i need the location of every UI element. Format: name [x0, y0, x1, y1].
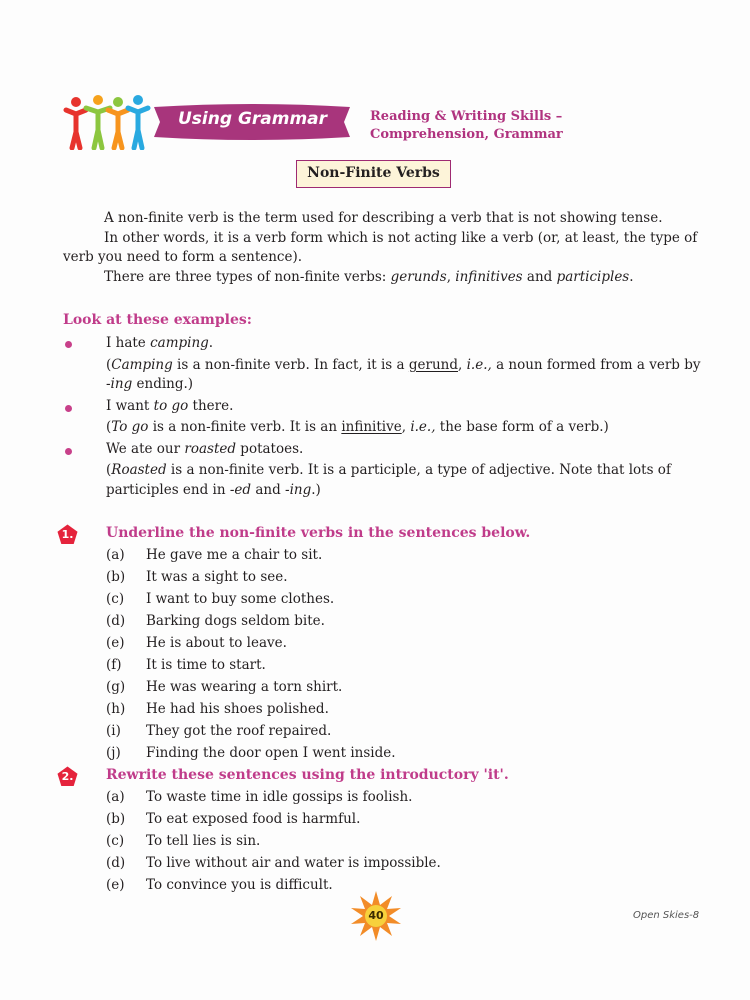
exercise-2-item: (e) To convince you is difficult.: [106, 877, 333, 893]
exercise-1-item: (e) He is about to leave.: [106, 635, 287, 651]
examples-heading: Look at these examples:: [63, 312, 252, 328]
example-2-note: (To go is a non-finite verb. It is an infinitive, i.e., the base form of a verb.): [106, 419, 609, 435]
bullet-icon: [65, 405, 72, 412]
intro-paragraph-2: In other words, it is a verb form which is not acting like a verb (or, at least, the type of: [104, 230, 698, 246]
banner-title: Using Grammar: [178, 109, 328, 129]
example-3-note-cont: participles end in -ed and -ing.): [106, 482, 321, 498]
exercise-1-item: (a) He gave me a chair to sit.: [106, 547, 323, 563]
exercise-2-item: (c) To tell lies is sin.: [106, 833, 261, 849]
exercise-1-item: (d) Barking dogs seldom bite.: [106, 613, 325, 629]
exercise-1-item: (j) Finding the door open I went inside.: [106, 745, 396, 761]
intro-paragraph-1: A non-finite verb is the term used for describing a verb that is not showing tense.: [104, 210, 663, 226]
exercise-2-badge: [57, 766, 78, 787]
example-2: I want to go there.: [106, 398, 234, 414]
example-1: I hate camping.: [106, 335, 214, 351]
skills-heading: [370, 108, 563, 144]
exercise-1-item: (g) He was wearing a torn shirt.: [106, 679, 343, 695]
bullet-icon: [65, 341, 72, 348]
example-1-note-cont: -ing ending.): [106, 376, 194, 392]
intro-paragraph-2-cont: verb you need to form a sentence).: [63, 249, 303, 265]
skills-line-1: Reading & Writing Skills –: [370, 109, 563, 124]
exercise-2-item: (a) To waste time in idle gossips is foolish.: [106, 789, 413, 805]
exercise-1-item: (c) I want to buy some clothes.: [106, 591, 335, 607]
exercise-2-item: (d) To live without air and water is impossible.: [106, 855, 441, 871]
exercise-2-instruction: Rewrite these sentences using the introductory 'it'.: [106, 767, 509, 783]
exercise-1-instruction: Underline the non-finite verbs in the sentences below.: [106, 525, 531, 541]
example-3: We ate our roasted potatoes.: [106, 441, 304, 457]
page-number: 40: [368, 909, 384, 922]
page-number-badge: [350, 890, 402, 942]
exercise-1-item: (b) It was a sight to see.: [106, 569, 288, 585]
exercise-1-item: (h) He had his shoes polished.: [106, 701, 329, 717]
exercise-1-badge: [57, 524, 78, 545]
example-3-note: (Roasted is a non-finite verb. It is a participle, a type of adjective. Note that lots of: [106, 462, 671, 478]
bullet-icon: [65, 448, 72, 455]
exercise-2-number: 2.: [61, 770, 74, 783]
intro-paragraph-3: There are three types of non-finite verbs: gerunds, infinitives and participles.: [104, 269, 634, 285]
exercise-1-number: 1.: [61, 528, 74, 541]
exercise-2-item: (b) To eat exposed food is harmful.: [106, 811, 361, 827]
book-title: Open Skies-8: [633, 910, 700, 921]
exercise-1-item: (f) It is time to start.: [106, 657, 266, 673]
skills-line-2: Comprehension, Grammar: [370, 127, 563, 142]
children-logo-icon: [62, 94, 152, 150]
exercise-1-item: (i) They got the roof repaired.: [106, 723, 332, 739]
section-title: Non-Finite Verbs: [296, 160, 451, 188]
example-1-note: (Camping is a non-finite verb. In fact, it is a gerund, i.e., a noun formed from a verb by: [106, 357, 701, 373]
